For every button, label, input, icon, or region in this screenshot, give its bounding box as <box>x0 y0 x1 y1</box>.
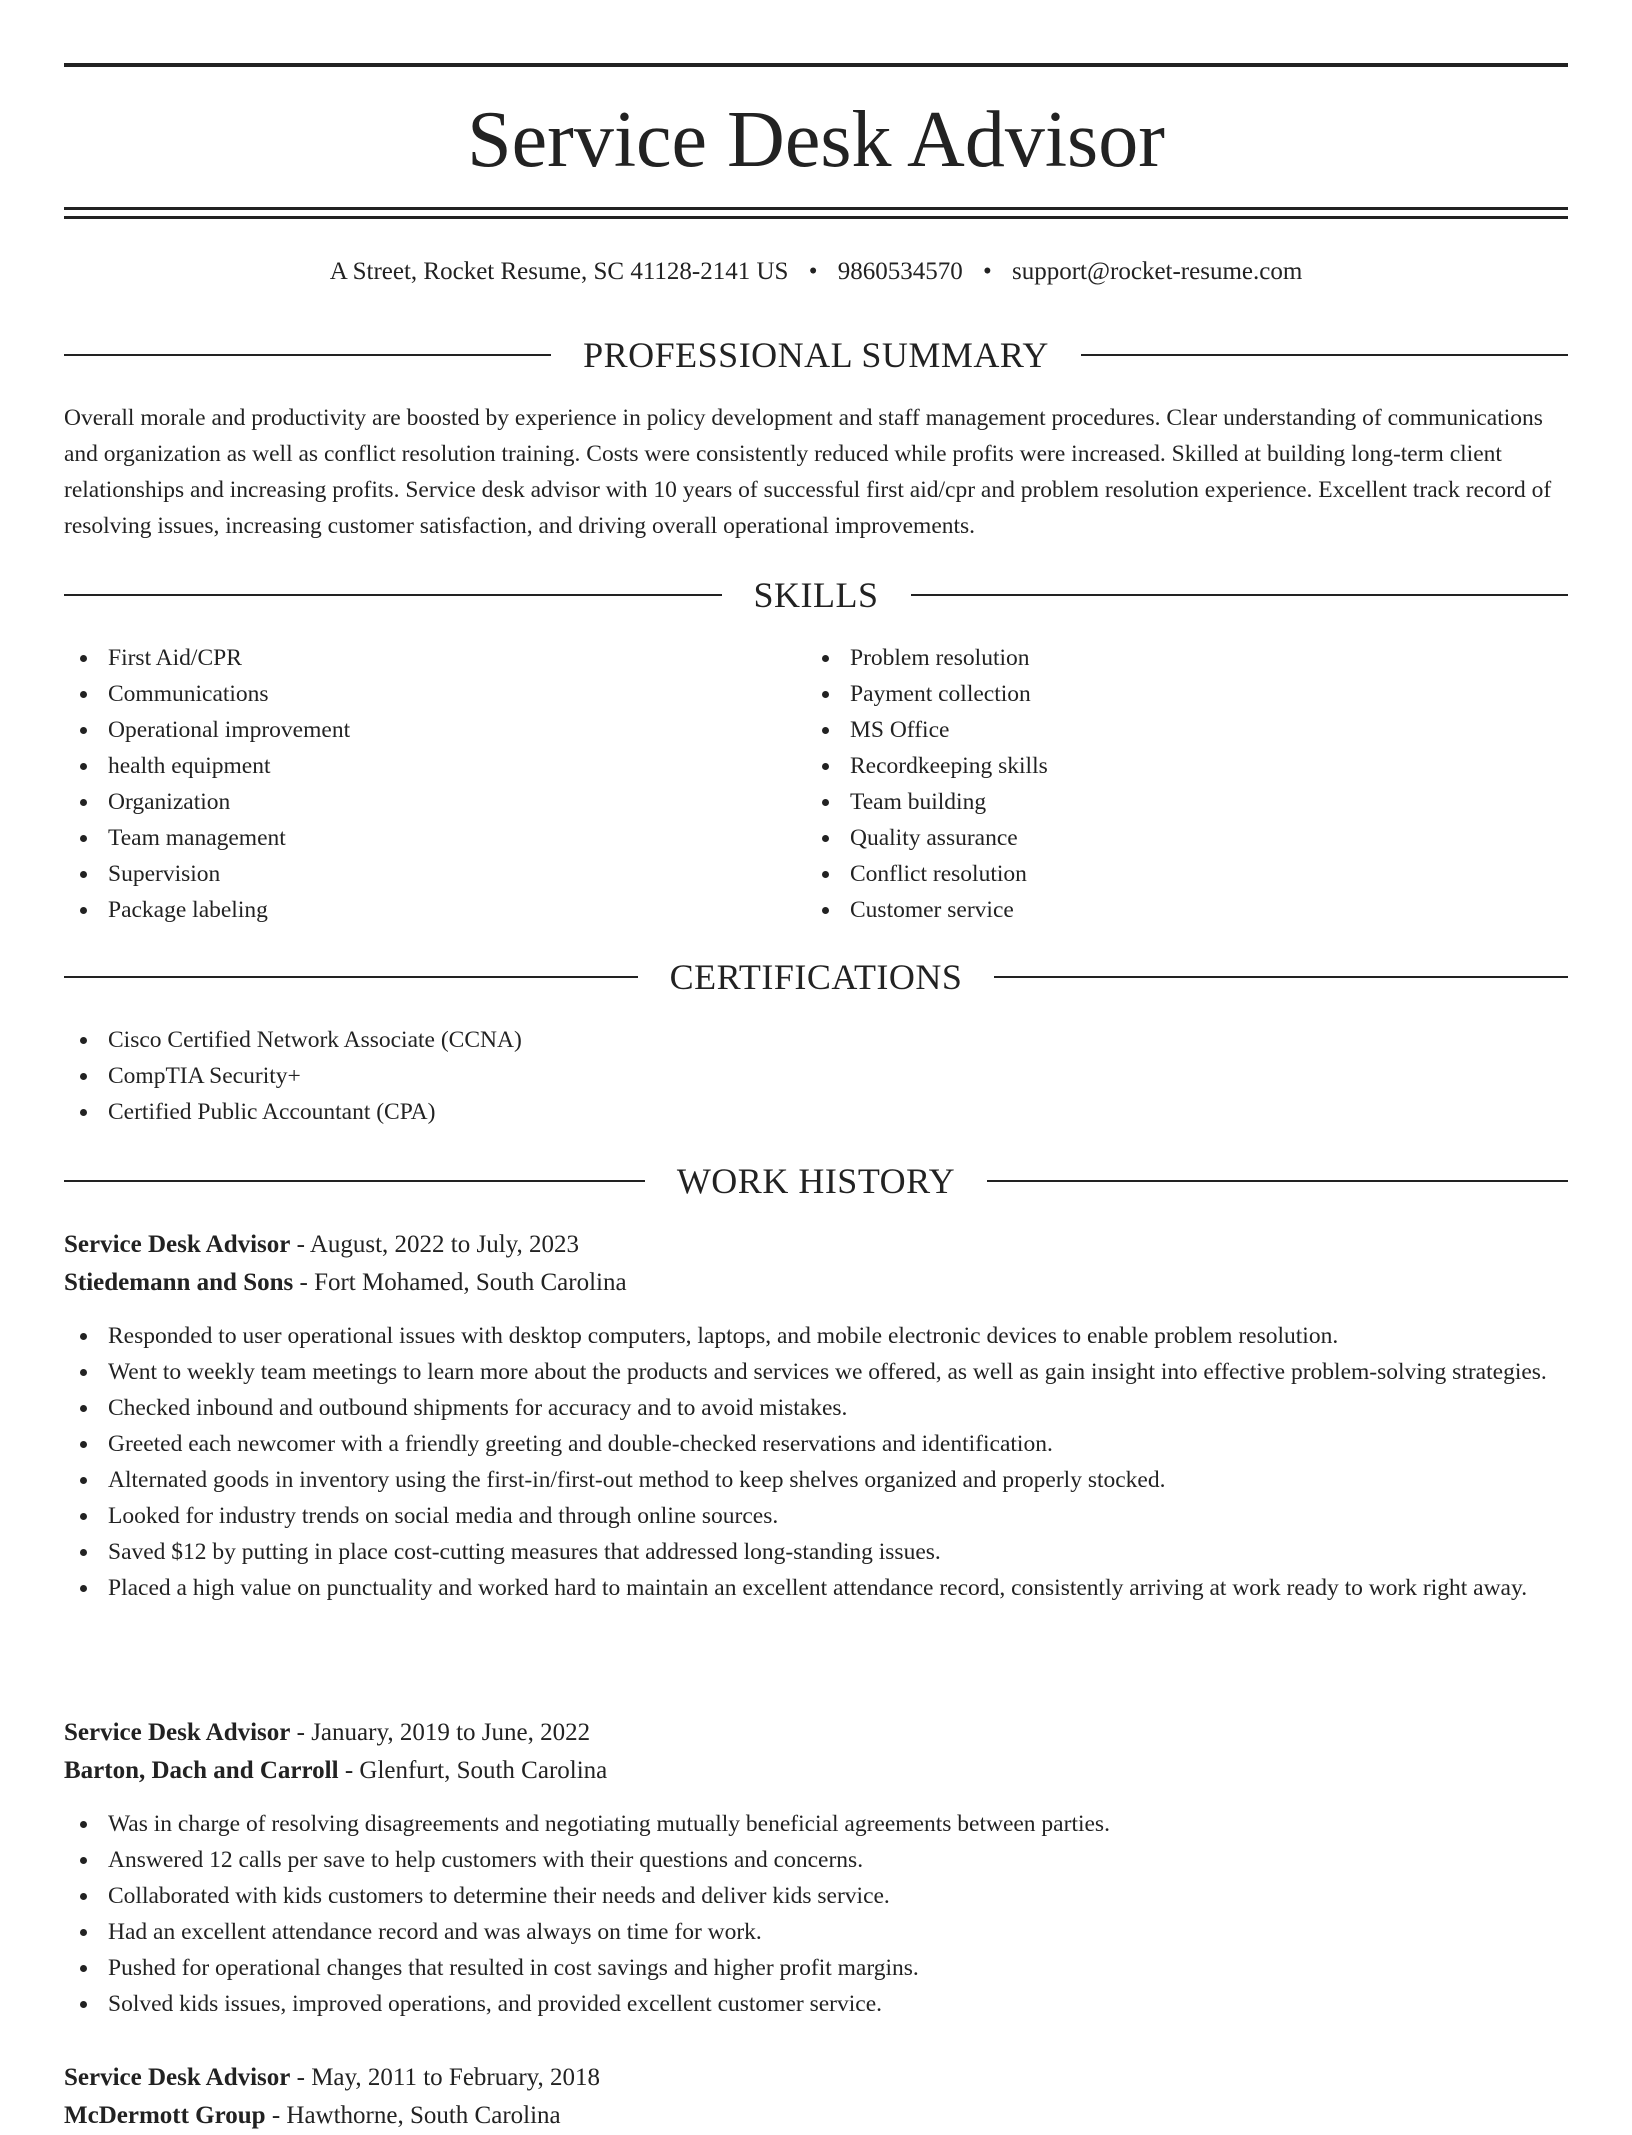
list-item-text: First Aid/CPR <box>108 645 242 671</box>
bullet-icon <box>80 1405 87 1412</box>
job-company-line <box>64 2097 1568 2135</box>
top-rule <box>64 63 1568 67</box>
list-item-text: Cisco Certified Network Associate (CCNA) <box>108 1027 522 1053</box>
list-item-text: Recordkeeping skills <box>850 753 1048 779</box>
list-item-text: Had an excellent attendance record and was always on time for work. <box>108 1919 762 1945</box>
skills-list-right <box>806 640 1546 928</box>
list-item-text: Checked inbound and outbound shipments for accuracy and to avoid mistakes. <box>108 1395 848 1421</box>
contact-line <box>64 254 1568 290</box>
section-rule <box>64 594 722 596</box>
job-company: Barton, Dach and Carroll <box>64 1757 339 1784</box>
list-item-text: Package labeling <box>108 897 268 923</box>
job-entry <box>64 2059 1568 2135</box>
list-item <box>806 748 1546 784</box>
job-company: McDermott Group <box>64 2102 266 2129</box>
job-dates: - August, 2022 to July, 2023 <box>290 1231 580 1258</box>
bullet-icon <box>80 1821 87 1828</box>
list-item <box>64 1426 1568 1462</box>
job-dates: - January, 2019 to June, 2022 <box>290 1719 591 1746</box>
bullet-icon <box>80 907 87 914</box>
job-bullets <box>64 1806 1568 2022</box>
resume-title: Service Desk Advisor <box>467 96 1165 184</box>
section-rule <box>64 354 551 356</box>
bullet-icon <box>80 1893 87 1900</box>
list-item <box>64 640 804 676</box>
bullet-icon <box>80 655 87 662</box>
bullet-icon <box>80 1513 87 1520</box>
bullet-icon <box>80 1929 87 1936</box>
list-item <box>64 1986 1568 2022</box>
section-rule <box>64 976 638 978</box>
list-item <box>64 712 804 748</box>
contact-email: support@rocket-resume.com <box>1012 258 1303 285</box>
section-rule <box>1081 354 1568 356</box>
section-header-skills <box>64 573 1568 617</box>
list-item <box>64 1354 1568 1390</box>
list-item-text: Was in charge of resolving disagreements and negotiating mutually beneficial agreements between parties. <box>108 1811 1110 1837</box>
job-company: Stiedemann and Sons <box>64 1269 294 1296</box>
job-role-line <box>64 2059 1568 2097</box>
list-item <box>64 1534 1568 1570</box>
job-role: Service Desk Advisor <box>64 2064 291 2091</box>
list-item-text: Problem resolution <box>850 645 1030 671</box>
bullet-icon <box>822 871 829 878</box>
list-item <box>64 1914 1568 1950</box>
list-item <box>64 1390 1568 1426</box>
list-item <box>64 1878 1568 1914</box>
list-item <box>64 748 804 784</box>
section-title: PROFESSIONAL SUMMARY <box>583 335 1049 375</box>
list-item-text: Went to weekly team meetings to learn more about the products and services we offered, as well as gain insight into effective problem-solving strategies. <box>108 1359 1547 1385</box>
list-item-text: Quality assurance <box>850 825 1018 851</box>
bullet-icon <box>80 1477 87 1484</box>
certifications-list <box>64 1022 1568 1130</box>
bullet-icon <box>80 1857 87 1864</box>
list-item <box>806 784 1546 820</box>
list-item-text: Collaborated with kids customers to determine their needs and deliver kids service. <box>108 1883 890 1909</box>
list-item-text: Looked for industry trends on social media and through online sources. <box>108 1503 779 1529</box>
list-item-text: Greeted each newcomer with a friendly greeting and double-checked reservations and identification. <box>108 1431 1053 1457</box>
bullet-icon <box>80 691 87 698</box>
list-item <box>806 712 1546 748</box>
bullet-icon <box>80 2001 87 2008</box>
list-item-text: Certified Public Accountant (CPA) <box>108 1099 436 1125</box>
job-dates: - May, 2011 to February, 2018 <box>290 2064 601 2091</box>
job-location: - Hawthorne, South Carolina <box>265 2102 561 2129</box>
section-header-certifications <box>64 955 1568 999</box>
list-item <box>64 1806 1568 1842</box>
job-company-line <box>64 1752 1568 1790</box>
list-item <box>806 820 1546 856</box>
bullet-icon <box>822 799 829 806</box>
job-bullets <box>64 1318 1568 1606</box>
bullet-icon <box>80 835 87 842</box>
job-company-line <box>64 1264 1568 1302</box>
bullet-icon <box>80 727 87 734</box>
section-title: SKILLS <box>753 575 879 615</box>
list-item-text: Supervision <box>108 861 221 887</box>
job-entry <box>64 1714 1568 2022</box>
list-item-text: Solved kids issues, improved operations, and provided excellent customer service. <box>108 1991 883 2017</box>
bullet-icon <box>822 727 829 734</box>
list-item <box>64 784 804 820</box>
list-item-text: Answered 12 calls per save to help customers with their questions and concerns. <box>108 1847 864 1873</box>
bullet-icon <box>822 835 829 842</box>
section-rule <box>994 976 1568 978</box>
bullet-icon <box>822 655 829 662</box>
list-item <box>806 676 1546 712</box>
list-item <box>64 1318 1568 1354</box>
list-item-text: Customer service <box>850 897 1014 923</box>
bullet-icon <box>80 763 87 770</box>
bullet-icon <box>822 907 829 914</box>
list-item <box>806 856 1546 892</box>
list-item <box>64 1498 1568 1534</box>
title-rule-upper <box>64 207 1568 210</box>
list-item-text: Placed a high value on punctuality and worked hard to maintain an excellent attendance record, consistently arriving at work ready to work right away. <box>108 1575 1528 1601</box>
list-item <box>64 820 804 856</box>
list-item <box>806 892 1546 928</box>
section-rule <box>64 1180 645 1182</box>
bullet-icon <box>80 1109 87 1116</box>
bullet-icon <box>80 1585 87 1592</box>
list-item <box>64 1842 1568 1878</box>
list-item <box>64 1058 1568 1094</box>
list-item <box>806 640 1546 676</box>
section-title: CERTIFICATIONS <box>669 957 963 997</box>
bullet-icon <box>80 1037 87 1044</box>
list-item-text: Alternated goods in inventory using the first-in/first-out method to keep shelves organized and properly stocked. <box>108 1467 1166 1493</box>
skills-list-left <box>64 640 804 928</box>
list-item-text: Organization <box>108 789 231 815</box>
list-item-text: Payment collection <box>850 681 1031 707</box>
job-location: - Glenfurt, South Carolina <box>338 1757 608 1784</box>
list-item-text: Pushed for operational changes that resulted in cost savings and higher profit margins. <box>108 1955 919 1981</box>
list-item-text: Conflict resolution <box>850 861 1027 887</box>
list-item-text: MS Office <box>850 717 950 743</box>
bullet-icon <box>80 1549 87 1556</box>
list-item <box>64 1094 1568 1130</box>
bullet-icon <box>80 799 87 806</box>
bullet-icon <box>80 1369 87 1376</box>
bullet-icon <box>80 871 87 878</box>
list-item-text: Team building <box>850 789 987 815</box>
section-header-summary <box>64 333 1568 377</box>
contact-phone: 9860534570 <box>837 258 963 285</box>
list-item <box>64 676 804 712</box>
bullet-icon <box>80 1333 87 1340</box>
list-item-text: Responded to user operational issues with desktop computers, laptops, and mobile electronic devices to enable problem resolution. <box>108 1323 1339 1349</box>
list-item-text: CompTIA Security+ <box>108 1063 301 1089</box>
job-role: Service Desk Advisor <box>64 1231 291 1258</box>
bullet-icon <box>80 1441 87 1448</box>
bullet-icon <box>80 1965 87 1972</box>
list-item <box>64 1022 1568 1058</box>
job-location: - Fort Mohamed, South Carolina <box>293 1269 627 1296</box>
list-item-text: Operational improvement <box>108 717 351 743</box>
section-header-work-history <box>64 1159 1568 1203</box>
list-item-text: Team management <box>108 825 286 851</box>
contact-address: A Street, Rocket Resume, SC 41128-2141 US <box>329 258 789 285</box>
contact-separator: • <box>982 258 992 285</box>
section-title: WORK HISTORY <box>676 1161 956 1201</box>
list-item-text: health equipment <box>108 753 271 779</box>
list-item <box>64 1950 1568 1986</box>
job-role-line <box>64 1714 1568 1752</box>
list-item <box>64 892 804 928</box>
list-item-text: Saved $12 by putting in place cost-cutting measures that addressed long-standing issues. <box>108 1539 941 1565</box>
job-role: Service Desk Advisor <box>64 1719 291 1746</box>
list-item <box>64 856 804 892</box>
section-rule <box>987 1180 1568 1182</box>
bullet-icon <box>822 763 829 770</box>
list-item <box>64 1462 1568 1498</box>
section-rule <box>911 594 1569 596</box>
contact-separator: • <box>808 258 818 285</box>
bullet-icon <box>822 691 829 698</box>
list-item-text: Communications <box>108 681 269 707</box>
title-rule-lower <box>64 216 1568 219</box>
bullet-icon <box>80 1073 87 1080</box>
job-role-line <box>64 1226 1568 1264</box>
summary-text: Overall morale and productivity are boosted by experience in policy development and staff management procedures. Clear understanding of communications and organization as well as conflict resolution training. Costs were consistently reduced while profits were increased. Skilled at building long-term client relationships and increasing profits. Service desk advisor with 10 years of successful first aid/cpr and problem resolution experience. Excellent track record of resolving issues, increasing customer satisfaction, and driving overall operational improvements. <box>64 405 1552 539</box>
job-entry <box>64 1226 1568 1606</box>
list-item <box>64 1570 1568 1606</box>
